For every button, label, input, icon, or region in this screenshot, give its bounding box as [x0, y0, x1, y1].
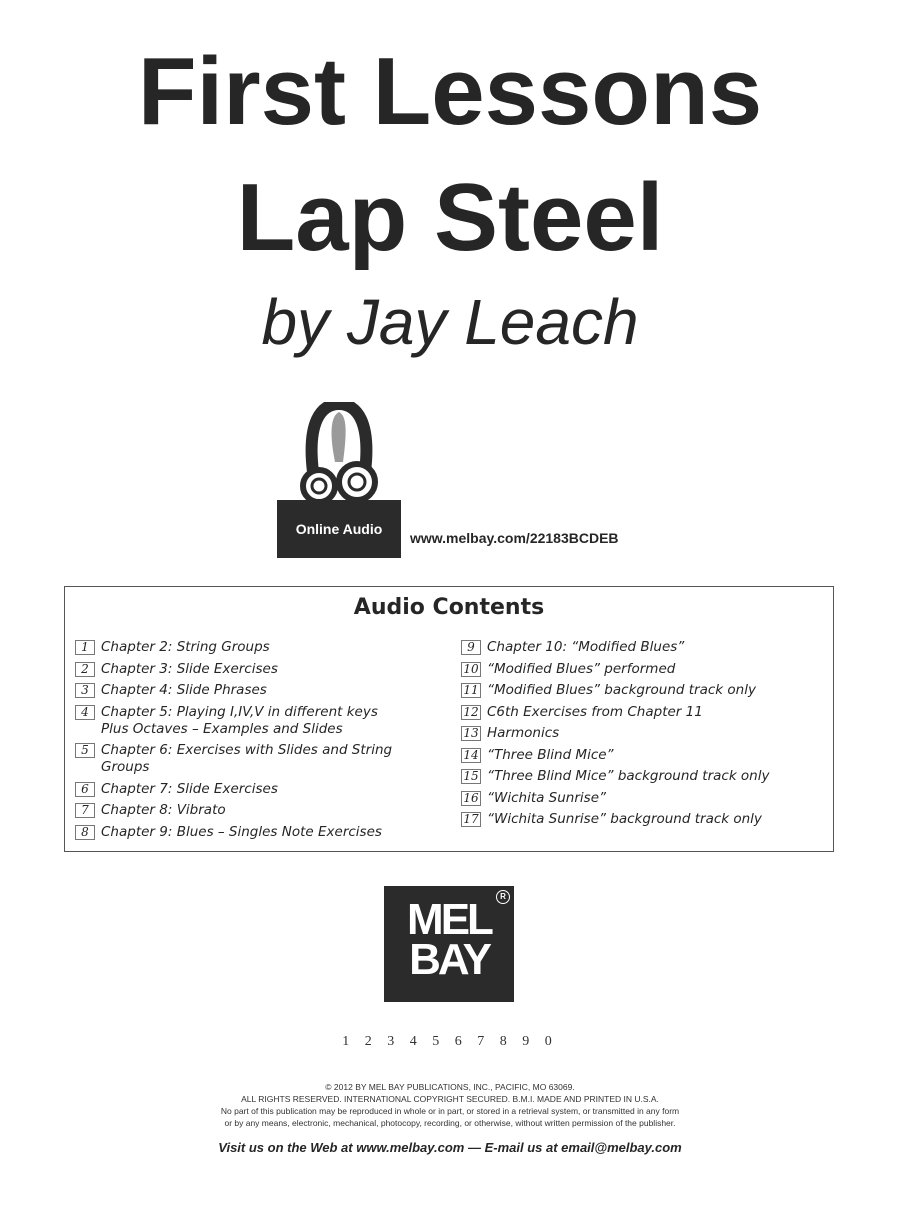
track-item — [461, 704, 831, 721]
track-item — [461, 747, 831, 764]
track-title: Chapter 5: Playing I,IV,V in different keys Plus Octaves – Examples and Slides — [101, 703, 378, 737]
track-number: 17 — [461, 812, 481, 827]
book-title-line-1: First Lessons — [137, 38, 763, 145]
track-list-right — [461, 639, 831, 833]
visit-web-line: Visit us on the Web at www.melbay.com — E-mail us at email@melbay.com — [218, 1140, 682, 1155]
track-title: Chapter 4: Slide Phrases — [101, 682, 267, 698]
track-title: “Modified Blues” performed — [487, 660, 676, 677]
track-title: Chapter 7: Slide Exercises — [101, 780, 278, 797]
track-list-left — [75, 639, 455, 845]
track-number: 7 — [75, 803, 95, 818]
track-item — [461, 661, 831, 678]
track-item — [461, 725, 831, 742]
track-title: “Three Blind Mice” background track only — [487, 768, 770, 784]
book-title-line-2: Lap Steel — [236, 164, 664, 271]
track-item — [75, 639, 455, 656]
track-item — [75, 824, 455, 841]
track-title: “Modified Blues” background track only — [487, 682, 756, 698]
author-byline: by Jay Leach — [261, 286, 639, 358]
track-item — [461, 768, 831, 785]
track-number: 10 — [461, 662, 481, 677]
track-number: 16 — [461, 791, 481, 806]
permission-line-2: or by any means, electronic, mechanical, photocopy, recording, or otherwise, without written permission of the publisher. — [224, 1118, 676, 1128]
track-item — [461, 639, 831, 656]
rights-line: ALL RIGHTS RESERVED. INTERNATIONAL COPYRIGHT SECURED. B.M.I. MADE AND PRINTED IN U.S.A. — [241, 1094, 659, 1104]
logo-text-bottom: BAY — [409, 935, 489, 984]
track-number: 4 — [75, 705, 95, 720]
track-number: 6 — [75, 782, 95, 797]
track-number: 12 — [461, 705, 481, 720]
track-title: Chapter 6: Exercises with Slides and String Groups — [101, 742, 393, 775]
track-title: Chapter 8: Vibrato — [101, 802, 226, 818]
copyright-line: © 2012 BY MEL BAY PUBLICATIONS, INC., PACIFIC, MO 63069. — [325, 1082, 575, 1092]
track-title: “Three Blind Mice” — [487, 746, 614, 763]
track-title: C6th Exercises from Chapter 11 — [487, 703, 703, 720]
track-title: “Wichita Sunrise” background track only — [487, 811, 762, 827]
track-number: 9 — [461, 640, 481, 655]
track-number: 1 — [75, 640, 95, 655]
track-title: Chapter 10: “Modified Blues” — [487, 639, 685, 655]
permission-line-1: No part of this publication may be reproduced in whole or in part, or stored in a retrieval system, or transmitted in any form — [220, 1106, 680, 1116]
track-number: 5 — [75, 743, 95, 758]
track-title: Chapter 2: String Groups — [101, 639, 270, 655]
track-number: 3 — [75, 683, 95, 698]
track-title: Harmonics — [487, 725, 560, 741]
online-audio-url[interactable]: www.melbay.com/22183BCDEB — [410, 530, 619, 546]
track-title: Chapter 9: Blues – Singles Note Exercises — [101, 823, 382, 840]
track-item — [75, 661, 455, 678]
audio-contents-heading: Audio Contents — [353, 595, 545, 620]
mel-bay-logo — [384, 886, 514, 1002]
track-number: 11 — [461, 683, 481, 698]
track-number: 15 — [461, 769, 481, 784]
track-item — [461, 811, 831, 828]
track-item — [75, 802, 455, 819]
track-item — [75, 682, 455, 699]
audio-contents-box — [64, 586, 834, 852]
track-item — [75, 742, 455, 776]
registered-mark-icon: R — [496, 890, 510, 904]
logo-text-top: MEL — [407, 895, 491, 944]
track-item — [461, 790, 831, 807]
track-number: 2 — [75, 662, 95, 677]
track-title: “Wichita Sunrise” — [487, 789, 606, 806]
track-number: 13 — [461, 726, 481, 741]
track-number: 14 — [461, 748, 481, 763]
track-title: Chapter 3: Slide Exercises — [101, 660, 278, 677]
track-item — [461, 682, 831, 699]
online-audio-label: Online Audio — [277, 500, 401, 558]
print-line: 1 2 3 4 5 6 7 8 9 0 — [342, 1034, 558, 1049]
track-number: 8 — [75, 825, 95, 840]
track-item — [75, 781, 455, 798]
track-item — [75, 704, 455, 738]
